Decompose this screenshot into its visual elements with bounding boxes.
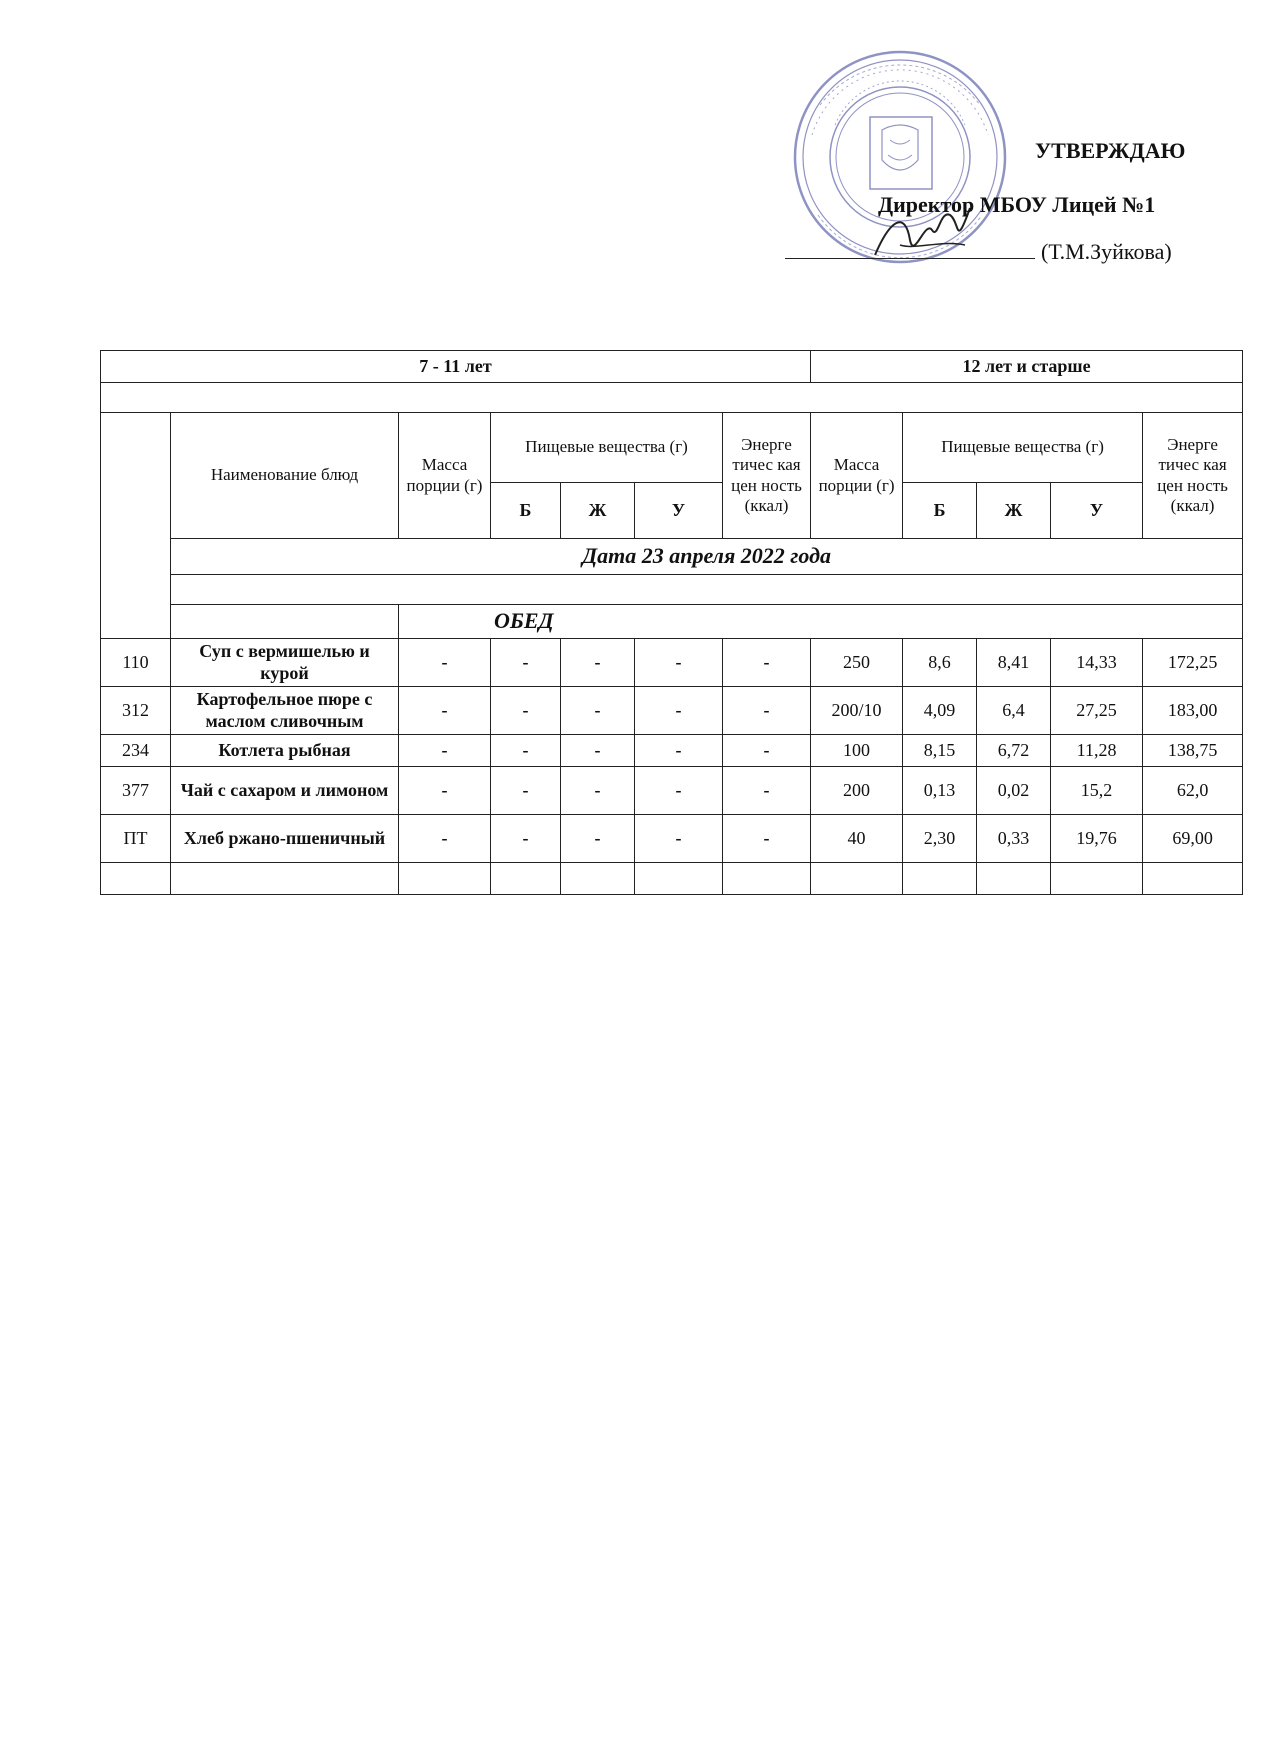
empty-cell (171, 863, 399, 895)
approval-title: УТВЕРЖДАЮ (1035, 138, 1186, 163)
empty-cell (561, 863, 635, 895)
empty-cell (101, 863, 171, 895)
protein-12-plus: 8,6 (903, 639, 977, 687)
meal-title: ОБЕД (399, 605, 1243, 639)
protein-12-plus: 0,13 (903, 767, 977, 815)
approval-name: (Т.М.Зуйкова) (1041, 239, 1172, 264)
protein-7-11: - (491, 639, 561, 687)
protein-7-11: - (491, 815, 561, 863)
energy-7-11: - (723, 735, 811, 767)
dish-code: 377 (101, 767, 171, 815)
age-group-12-plus: 12 лет и старше (811, 351, 1243, 383)
energy-12-plus: 62,0 (1143, 767, 1243, 815)
dish-code: 312 (101, 687, 171, 735)
carbs-header-2: У (1051, 483, 1143, 539)
carbs-12-plus: 27,25 (1051, 687, 1143, 735)
portion-mass-7-11: - (399, 639, 491, 687)
table-row (101, 815, 1243, 863)
fat-12-plus: 6,72 (977, 735, 1051, 767)
fat-12-plus: 8,41 (977, 639, 1051, 687)
fat-7-11: - (561, 735, 635, 767)
protein-7-11: - (491, 687, 561, 735)
protein-header-2: Б (903, 483, 977, 539)
protein-12-plus: 2,30 (903, 815, 977, 863)
empty-cell (101, 383, 1243, 413)
protein-7-11: - (491, 767, 561, 815)
portion-mass-12-plus: 200/10 (811, 687, 903, 735)
spacer-row (101, 575, 1243, 605)
dish-name: Суп с вермишелью и курой (171, 639, 399, 687)
menu-date: Дата 23 апреля 2022 года (171, 539, 1243, 575)
nutrients-header-1: Пищевые вещества (г) (491, 413, 723, 483)
portion-mass-12-plus: 200 (811, 767, 903, 815)
empty-row (101, 383, 1243, 413)
fat-12-plus: 6,4 (977, 687, 1051, 735)
table-row (101, 767, 1243, 815)
nutrients-header-2: Пищевые вещества (г) (903, 413, 1143, 483)
fat-header-1: Ж (561, 483, 635, 539)
signature-underline (785, 240, 1035, 259)
portion-mass-7-11: - (399, 687, 491, 735)
age-group-7-11: 7 - 11 лет (101, 351, 811, 383)
dish-code: ПТ (101, 815, 171, 863)
header-row-1 (101, 413, 1243, 483)
carbs-12-plus: 11,28 (1051, 735, 1143, 767)
portion-mass-12-plus: 250 (811, 639, 903, 687)
portion-mass-12-plus: 40 (811, 815, 903, 863)
portion-mass-12-plus: 100 (811, 735, 903, 767)
energy-header-2: Энерге тичес кая цен ность (ккал) (1143, 413, 1243, 539)
energy-12-plus: 69,00 (1143, 815, 1243, 863)
energy-12-plus: 172,25 (1143, 639, 1243, 687)
empty-cell (811, 863, 903, 895)
carbs-12-plus: 15,2 (1051, 767, 1143, 815)
fat-7-11: - (561, 687, 635, 735)
approval-position: Директор МБОУ Лицей №1 (878, 192, 1156, 217)
energy-12-plus: 183,00 (1143, 687, 1243, 735)
portion-mass-7-11: - (399, 815, 491, 863)
energy-7-11: - (723, 815, 811, 863)
empty-cell (635, 863, 723, 895)
carbs-7-11: - (635, 687, 723, 735)
code-column-header (101, 413, 171, 639)
table-row (101, 687, 1243, 735)
carbs-header-1: У (635, 483, 723, 539)
portion-mass-header-2: Масса порции (г) (811, 413, 903, 539)
empty-cell (977, 863, 1051, 895)
meal-row (101, 605, 1243, 639)
empty-cell (903, 863, 977, 895)
protein-7-11: - (491, 735, 561, 767)
dish-code: 110 (101, 639, 171, 687)
portion-mass-7-11: - (399, 767, 491, 815)
energy-7-11: - (723, 767, 811, 815)
dish-name: Котлета рыбная (171, 735, 399, 767)
portion-mass-7-11: - (399, 735, 491, 767)
fat-7-11: - (561, 639, 635, 687)
protein-12-plus: 8,15 (903, 735, 977, 767)
energy-7-11: - (723, 639, 811, 687)
approval-signature-line (785, 239, 1172, 265)
menu-table (100, 350, 1243, 895)
fat-12-plus: 0,33 (977, 815, 1051, 863)
energy-12-plus: 138,75 (1143, 735, 1243, 767)
fat-header-2: Ж (977, 483, 1051, 539)
empty-cell (723, 863, 811, 895)
age-group-row (101, 351, 1243, 383)
dish-code: 234 (101, 735, 171, 767)
carbs-7-11: - (635, 639, 723, 687)
dish-name: Чай с сахаром и лимоном (171, 767, 399, 815)
dish-name-header: Наименование блюд (171, 413, 399, 539)
energy-header-1: Энерге тичес кая цен ность (ккал) (723, 413, 811, 539)
carbs-7-11: - (635, 815, 723, 863)
empty-cell (1143, 863, 1243, 895)
date-row (101, 539, 1243, 575)
table-row (101, 639, 1243, 687)
empty-cell (399, 863, 491, 895)
dish-name: Картофельное пюре с маслом сливочным (171, 687, 399, 735)
protein-12-plus: 4,09 (903, 687, 977, 735)
protein-header-1: Б (491, 483, 561, 539)
energy-7-11: - (723, 687, 811, 735)
carbs-12-plus: 14,33 (1051, 639, 1143, 687)
portion-mass-header-1: Масса порции (г) (399, 413, 491, 539)
fat-7-11: - (561, 815, 635, 863)
spacer-cell (171, 575, 1243, 605)
fat-7-11: - (561, 767, 635, 815)
empty-cell (491, 863, 561, 895)
carbs-12-plus: 19,76 (1051, 815, 1143, 863)
table-row (101, 735, 1243, 767)
meal-code-cell (171, 605, 399, 639)
carbs-7-11: - (635, 767, 723, 815)
empty-cell (1051, 863, 1143, 895)
carbs-7-11: - (635, 735, 723, 767)
fat-12-plus: 0,02 (977, 767, 1051, 815)
empty-footer-row (101, 863, 1243, 895)
dish-name: Хлеб ржано-пшеничный (171, 815, 399, 863)
